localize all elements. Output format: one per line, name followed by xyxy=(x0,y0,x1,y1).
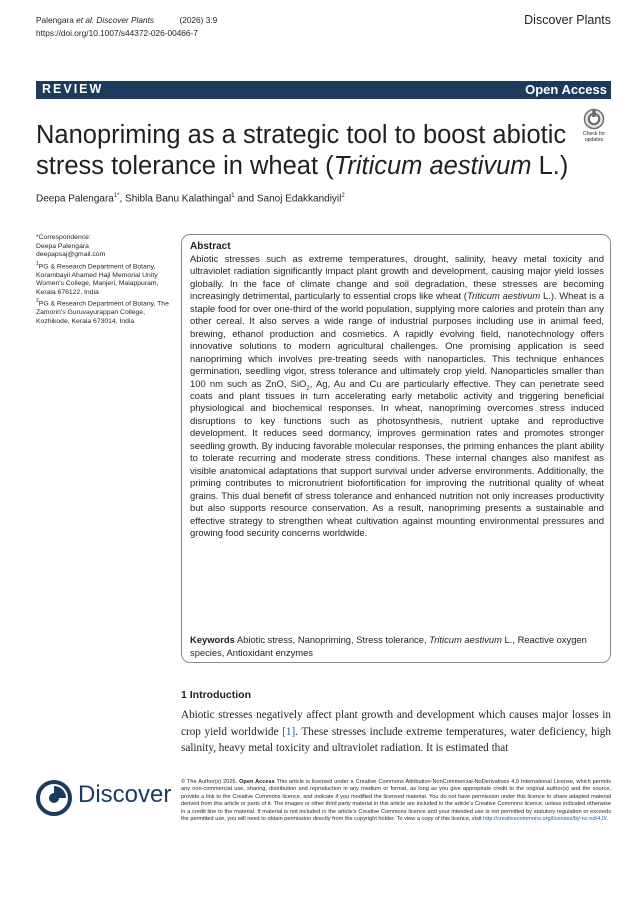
keywords-label: Keywords xyxy=(190,634,235,645)
correspondence-name: Deepa Palengara xyxy=(36,242,89,250)
intro-paragraph xyxy=(181,707,611,757)
affiliation-2 xyxy=(36,297,176,326)
intro-text: . These stresses include extreme temperatures, water deficiency, high salinity, heavy metal toxicity and ultraviolet radiation. It is estimated that xyxy=(181,725,611,754)
author-list xyxy=(36,193,345,204)
section-heading: 1 Introduction xyxy=(181,689,251,701)
check-for-updates-icon[interactable] xyxy=(577,108,611,144)
article-type-label: REVIEW xyxy=(42,82,104,96)
affiliation-text: PG & Research Department of Botany, The Zamorin's Guruvayurappan College, Kozhikode, Kerala 673014, India xyxy=(36,300,169,325)
abstract-species: Triticum aestivum xyxy=(466,291,541,303)
author-affiliation-mark: 1 xyxy=(231,193,235,199)
author-separator: , xyxy=(119,193,126,205)
article-type-banner xyxy=(36,81,611,99)
header-year-volume: (2026) 3:9 xyxy=(179,15,218,25)
title-text: Nanopriming as a strategic tool to boost abiotic stress tolerance in wheat ( xyxy=(36,121,567,180)
author-name: Shibla Banu Kalathingal xyxy=(125,193,232,205)
affiliation-1 xyxy=(36,260,176,298)
author-affiliation-mark: 2 xyxy=(341,193,345,199)
open-access-label: Open Access xyxy=(525,82,607,97)
author-name: Sanoj Edakkandiyil xyxy=(256,193,342,205)
abstract-subscript: 2 xyxy=(306,385,310,392)
title-species: Triticum aestivum xyxy=(333,152,532,180)
correspondence-label: *Correspondence: xyxy=(36,234,91,241)
discover-logo xyxy=(36,776,176,816)
license-text: This article is licensed under a Creative Commons Attribution-NonCommercial-NoDerivatives 4.0 International License, which permits any non-commercial use, sharing, distribution and reproduction in any medium or format, as long as you give appropriate credit to the original author(s) and the source, provide a link to the Creative Commons licence, and indicate if you modified the licensed material. You do not have permission under this licence to share adapted material derived from this article or parts of it. The images or other third party material in this article are included in the article's Creative Commons licence, unless indicated otherwise in a credit line to the material. If material is not included in the article's Creative Commons licence and your intended use is not permitted by statutory regulation or exceeds the permitted use, you will need to obtain permission directly from the copyright holder. To view a copy of this licence, visit xyxy=(181,779,611,823)
license-text-end: . xyxy=(606,816,609,823)
header-doi[interactable]: https://doi.org/10.1007/s44372-026-00466-7 xyxy=(36,28,198,38)
abstract-box xyxy=(181,234,611,663)
abstract-text-part: Abiotic stresses such as extreme temperatures, drought, salinity, heavy metal toxicity and ultraviolet radiation significantly impact plant growth and development, causing major yield losses globally. In the face of climate change and soil degradation, these stresses are becoming increasingly detrimental, particularly to essential crops like wheat ( xyxy=(190,254,604,303)
author-separator: and xyxy=(234,193,257,205)
discover-logo-icon xyxy=(36,780,72,816)
badge-line1: Check for xyxy=(582,131,606,137)
affiliation-number: 1 xyxy=(36,260,39,267)
article-title xyxy=(36,120,576,182)
keywords-text: Abiotic stress, Nanopriming, Stress tolerance, xyxy=(234,634,430,645)
abstract-heading: Abstract xyxy=(190,241,231,252)
license-footer xyxy=(181,779,611,823)
license-link[interactable]: http://creativecommons.org/licenses/by-nc-nd/4.0/ xyxy=(483,816,607,823)
affiliation-number: 2 xyxy=(36,298,39,305)
journal-name: Discover Plants xyxy=(524,13,611,27)
citation-link[interactable]: [1] xyxy=(282,725,296,738)
header-journal: et al. Discover Plants xyxy=(76,15,155,25)
keywords-text: L., Reactive oxygen species, Antioxidant enzymes xyxy=(190,634,587,658)
discover-logo-text: Discover xyxy=(78,781,172,808)
keywords-species: Triticum aestivum xyxy=(429,634,502,645)
running-header xyxy=(36,14,217,40)
author-name: Deepa Palengara xyxy=(36,193,114,205)
abstract-text-part: , Ag, Au and Cu are particularly effective. They can penetrate seed coats and plant tissues in turn accelerating early metabolic activity and triggering beneficial physiological and biochemical responses. In wheat, nanopriming overcomes stress induced disruptions to key functions such as photosynthesis, nutrient uptake and reproductive development. It reduces seed dormancy, improves germination rates and promotes stronger seedling growth. By inducing favorable molecular responses, the priming enhances the plant ability to tolerate recurring and moderate stress conditions. These internal changes also manifest as visible anatomical adaptations that support survival under adverse environments. Additionally, the priming contributes to micronutrient biofortification for improving the nutritional quality of wheat grains. This dual benefit of stress tolerance and enhanced nutrition not only increases productivity but also supports resource conservation. As a result, nanopriming presents a sustainable and effective strategy to strengthen wheat cultivation against mounting environmental pressures and growing food security concerns worldwide. xyxy=(190,378,604,539)
title-text-end: L.) xyxy=(531,152,569,180)
license-open-access: Open Access xyxy=(239,779,275,785)
abstract-text xyxy=(190,254,604,540)
header-author: Palengara xyxy=(36,15,77,25)
correspondence-sidebar xyxy=(36,234,176,326)
author-affiliation-mark: 1* xyxy=(113,193,120,199)
badge-line2: updates xyxy=(584,137,604,143)
affiliation-text: PG & Research Department of Botany, Korambayil Ahamed Haji Memorial Unity Women's College, Manjeri, Malappuram, Kerala 676122, India xyxy=(36,263,159,296)
correspondence-email[interactable]: deepapsaj@gmail.com xyxy=(36,251,106,259)
abstract-text-part: L.). Wheat is a staple food for over one-third of the world population, supplying more calories and protein than any other cereal. It also serves a wide range of industrial purposes including use in animal feed, brewing, ethanol production and cosmetics. A rapidly evolving field, nanotechnology offers innovative solutions to modern agricultural challenges. One promising application is seed nanopriming which involves pre-treating seeds with nanoparticles. This technique enhances germination, seedling vigor, stress tolerance and ultimately crop yield. Nanoparticles smaller than 100 nm such as ZnO, SiO xyxy=(190,291,604,390)
keywords xyxy=(190,634,604,659)
license-text: © The Author(s) 2026. xyxy=(181,779,240,785)
intro-text: Abiotic stresses negatively affect plant growth and development which causes major losses in crop yield worldwide xyxy=(181,709,611,738)
